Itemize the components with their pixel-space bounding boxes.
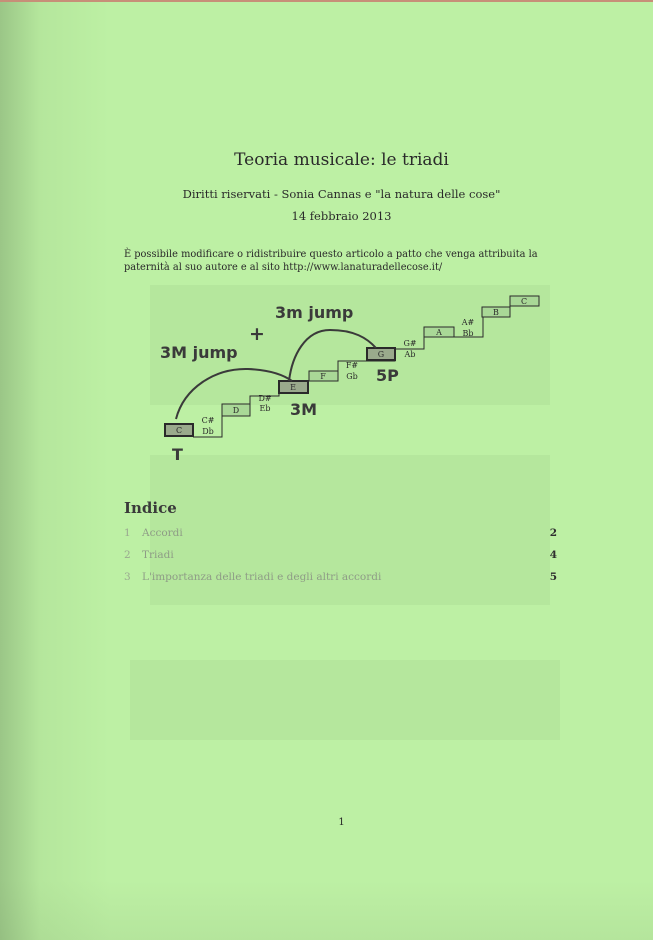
toc-entry-page: 5 — [549, 571, 557, 583]
plus-sign: + — [249, 323, 265, 345]
toc-entry-number: 1 — [124, 527, 131, 539]
accidental-flat-5: Bb — [462, 329, 474, 338]
accidental-sharp-3: F# — [345, 361, 359, 370]
accidental-flat-1: Db — [202, 427, 214, 436]
accidental-sharp-1: C# — [201, 416, 215, 425]
accidental-flat-2: Eb — [259, 404, 271, 413]
license-notice: È possibile modificare o ridistribuire questo articolo a patto che venga attribuita la paternità al suo autore e al sito http://www.lanaturadellecose.it/ — [124, 249, 538, 273]
document-date: 14 febbraio 2013 — [291, 209, 392, 223]
toc-entry-page: 4 — [549, 549, 557, 561]
accidental-flat-4: Ab — [404, 350, 416, 359]
toc-heading: Indice — [124, 499, 177, 517]
staircase-line — [193, 306, 539, 437]
accidental-sharp-2: D# — [258, 394, 272, 403]
toc-entry[interactable] — [124, 549, 557, 561]
accidental-flat-3: Gb — [346, 372, 358, 381]
minor-jump-label: 3m jump — [275, 303, 354, 322]
toc-entry-label: Triadi — [142, 549, 174, 561]
note-label-g: G — [377, 350, 385, 359]
tonic-label: T — [172, 445, 183, 464]
accidental-sharp-5: A# — [461, 318, 475, 327]
note-label-d: D — [232, 406, 240, 415]
toc-entry[interactable] — [124, 571, 557, 583]
note-label-c: C — [175, 426, 183, 435]
page-number: 1 — [338, 817, 345, 828]
note-label-f: F — [320, 372, 326, 381]
rights-line: Diritti riservati - Sonia Cannas e "la natura delle cose" — [182, 187, 501, 201]
toc-entry-label: Accordi — [142, 527, 183, 539]
note-label-e: E — [290, 383, 296, 392]
toc-entry-label: L'importanza delle triadi e degli altri accordi — [142, 571, 382, 583]
note-label-a: A — [436, 328, 442, 337]
toc-entry-number: 2 — [124, 549, 131, 561]
toc-entry[interactable] — [124, 527, 557, 539]
fifth-label: 5P — [376, 366, 399, 385]
note-label-b: B — [493, 308, 499, 317]
toc-entry-number: 3 — [124, 571, 131, 583]
accidental-sharp-4: G# — [403, 339, 417, 348]
note-label-c-high: C — [520, 297, 528, 306]
major-jump-label: 3M jump — [160, 343, 238, 362]
third-label: 3M — [290, 400, 318, 419]
toc-entry-page: 2 — [549, 527, 557, 539]
document-title: Teoria musicale: le triadi — [234, 150, 449, 170]
